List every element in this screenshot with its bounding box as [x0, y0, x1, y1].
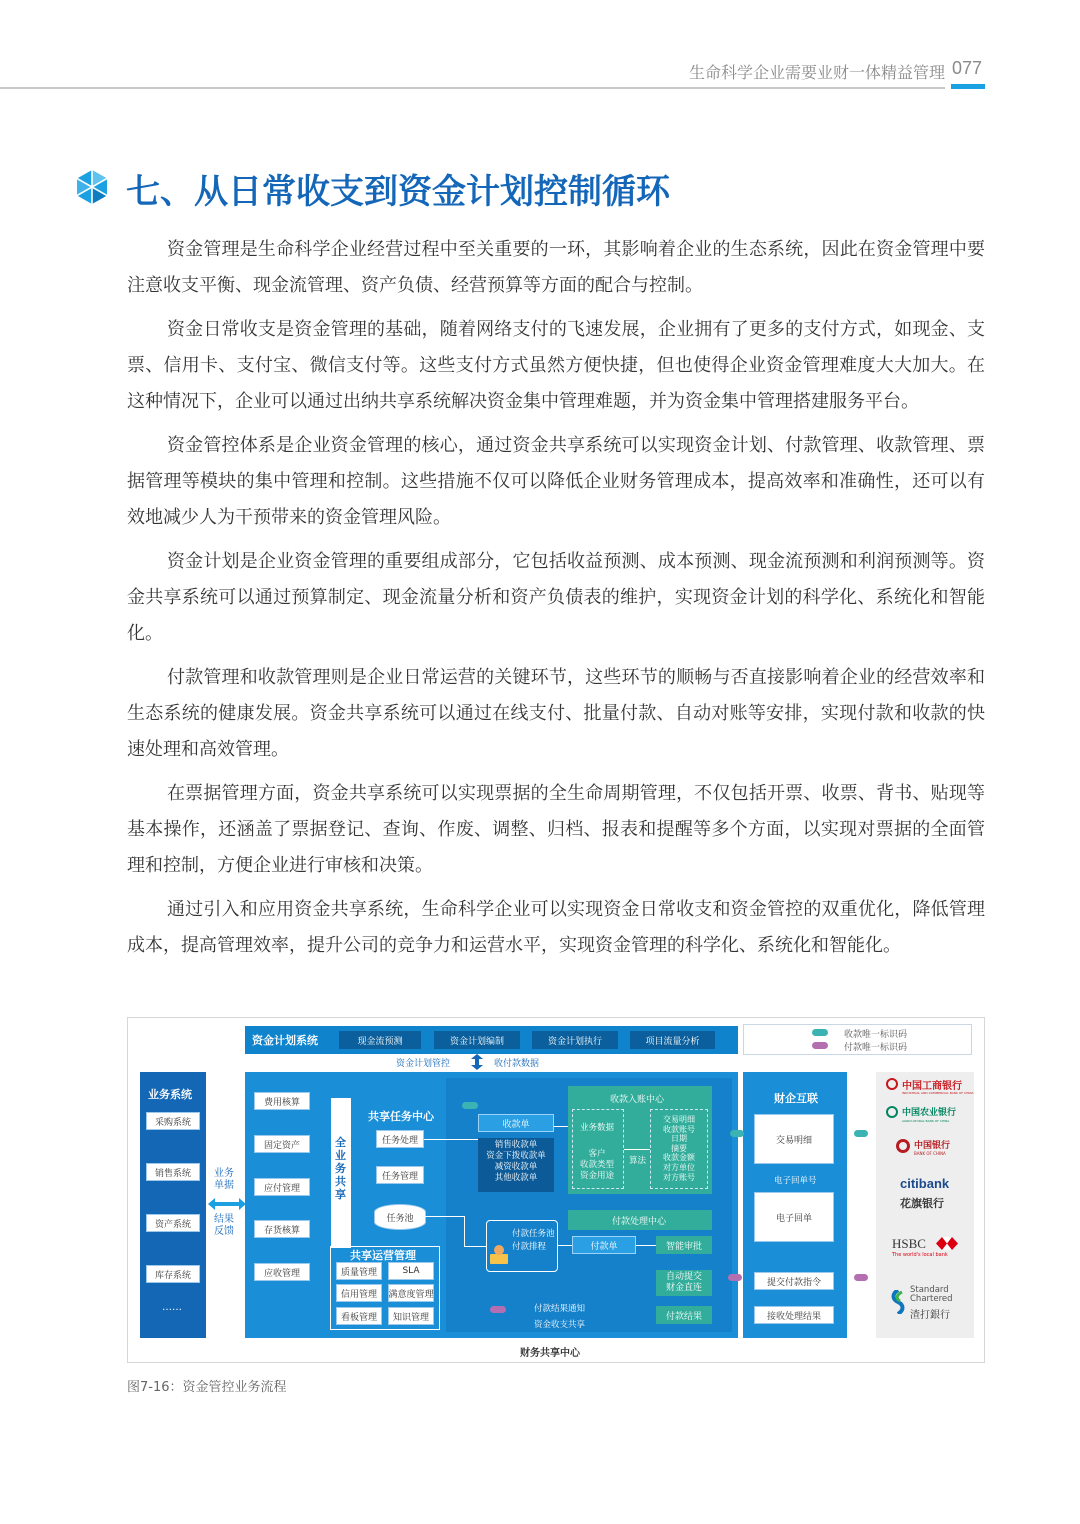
connector	[464, 1216, 465, 1246]
module-item: 应付管理	[254, 1178, 310, 1196]
connector	[558, 1245, 572, 1246]
bank-sub: The world's local bank	[892, 1252, 948, 1258]
bank-sub: 渣打銀行	[910, 1310, 950, 1321]
payment-id-marker	[812, 1042, 828, 1049]
ops-mgmt-item: 看板管理	[336, 1307, 382, 1325]
paragraph: 资金计划是企业资金管理的重要组成部分，它包括收益预测、成本预测、现金流预测和利润预测等。资金共享系统可以通过预算制定、现金流量分析和资产负债表的维护，实现资金计划的科学化、系统化和智能化。	[127, 551, 985, 644]
task-center-item: 任务管理	[376, 1166, 424, 1184]
result-feedback-label: 结果 反馈	[214, 1214, 234, 1237]
section-heading: 七、从日常收支到资金计划控制循环	[126, 172, 670, 212]
bidirectional-arrow-icon	[208, 1198, 246, 1210]
task-pool-cylinder: 任务池	[374, 1204, 426, 1230]
bank-name: citibank	[900, 1176, 950, 1191]
receipt-id-marker	[730, 1130, 744, 1137]
connector	[424, 1216, 464, 1217]
plan-item: 资金计划执行	[532, 1031, 618, 1049]
running-header-title: 生命科学企业需要业财一体精益管理	[688, 63, 945, 82]
paragraph: 在票据管理方面，资金共享系统可以实现票据的全生命周期管理，不仅包括开票、收票、背书、贴现等基本操作，还涵盖了票据登记、查询、作废、调整、归档、报表和提醒等多个方面，以实现对票据的全面管理和控制，方便企业进行审核和决策。	[127, 783, 985, 876]
receipt-id-marker	[462, 1102, 478, 1109]
boc-mark-icon	[896, 1139, 910, 1153]
bank-sub: INDUSTRIAL AND COMMERCIAL BANK OF CHINA	[902, 1091, 974, 1095]
payment-result: 付款结果	[656, 1306, 712, 1324]
task-center-title: 共享任务中心	[368, 1110, 434, 1123]
finance-bank-title: 财企互联	[774, 1092, 818, 1105]
ops-mgmt-item: SLA	[388, 1262, 434, 1280]
auto-submit: 自动提交 财金直连	[656, 1270, 712, 1296]
transaction-info: 交易明细 收款账号 日期 摘要 收款金额 对方单位 对方账号	[663, 1115, 695, 1182]
business-system-item: 库存系统	[146, 1265, 200, 1283]
connector	[464, 1246, 486, 1247]
bank-name: HSBC	[892, 1236, 926, 1251]
ops-mgmt-item: 满意度管理	[388, 1284, 434, 1302]
bank-name: 中国银行	[914, 1141, 951, 1151]
figure-caption: 图7-16：资金管控业务流程	[127, 1380, 287, 1395]
ops-mgmt-item: 知识管理	[388, 1307, 434, 1325]
paragraph: 付款管理和收款管理则是企业日常运营的关键环节，这些环节的顺畅与否直接影响着企业的经营效率和生态系统的健康发展。资金共享系统可以通过在线支付、批量付款、自动对账等安排，实现付款和收款的快速处理和高效管理。	[127, 667, 985, 760]
submit-payment: 提交付款指令	[754, 1272, 834, 1290]
header-rule	[0, 87, 945, 89]
bank-logo-sc	[890, 1284, 972, 1320]
hexagon-snowflake-icon	[77, 170, 107, 204]
plan-item: 现金流预测	[339, 1031, 421, 1049]
ops-mgmt-title: 共享运营管理	[350, 1249, 416, 1262]
business-system-item: ……	[162, 1302, 182, 1313]
legend-payment: 付款唯一标识码	[844, 1043, 908, 1053]
body-text	[127, 232, 985, 972]
bank-sub: AGRICULTURAL BANK OF CHINA	[902, 1119, 950, 1123]
payment-id-marker	[728, 1274, 742, 1281]
receipt-center-title: 收款入账中心	[610, 1095, 665, 1105]
payment-doc: 付款单	[572, 1236, 636, 1254]
user-computer-icon	[490, 1244, 508, 1264]
payment-center-title: 付款处理中心	[612, 1217, 667, 1227]
task-center-item: 任务处理	[376, 1130, 424, 1148]
module-item: 应收管理	[254, 1263, 310, 1281]
business-docs-label: 业务 单据	[214, 1168, 234, 1191]
plan-item: 项目流量分析	[630, 1031, 715, 1049]
bank-logo-icbc	[886, 1076, 974, 1104]
bank-name: 中国工商银行	[902, 1081, 962, 1092]
standard-chartered-icon	[890, 1290, 906, 1314]
receipt-doc: 收款单	[478, 1114, 554, 1132]
fssc-title: 财务共享中心	[520, 1348, 580, 1359]
connector	[636, 1245, 656, 1246]
bank-logo-hsbc	[892, 1236, 972, 1264]
bank-name: Standard Chartered	[910, 1285, 953, 1304]
business-system-item: 资产系统	[146, 1214, 200, 1232]
receive-result: 接收处理结果	[754, 1306, 834, 1324]
connector	[424, 1139, 478, 1140]
bank-name: 中国农业银行	[902, 1108, 957, 1118]
business-system-item: 采购系统	[146, 1112, 200, 1130]
ops-mgmt-item: 信用管理	[336, 1284, 382, 1302]
paragraph: 资金管理是生命科学企业经营过程中至关重要的一环，其影响着企业的生态系统，因此在资金管理中要注意收支平衡、现金流管理、资产负债、经营预算等方面的配合与控制。	[127, 239, 985, 296]
module-item: 固定资产	[254, 1135, 310, 1153]
page-number: 077	[952, 58, 983, 78]
paragraph: 通过引入和应用资金共享系统，生命科学企业可以实现资金日常收支和资金管控的双重优化，降低管理成本，提高管理效率，提升公司的竞争力和运营水平，实现资金管理的科学化、系统化和智能化。	[127, 899, 985, 956]
smart-approval: 智能审批	[656, 1236, 712, 1254]
icbc-mark-icon	[886, 1078, 898, 1090]
fund-control-flow-diagram	[127, 1017, 985, 1363]
abc-mark-icon	[886, 1106, 898, 1118]
bank-sub: 花旗银行	[900, 1197, 944, 1210]
double-arrow-icon	[471, 1054, 483, 1070]
connector	[624, 1149, 650, 1150]
payment-id-marker	[490, 1306, 506, 1313]
receipt-payment-data-label: 收付款数据	[494, 1059, 540, 1069]
bank-logo-citi	[898, 1176, 972, 1212]
fund-sharing-label: 资金收支共享	[534, 1320, 586, 1330]
connector	[554, 1126, 568, 1127]
receipt-id-marker	[854, 1130, 868, 1137]
paragraph: 资金日常收支是资金管理的基础，随着网络支付的飞速发展，企业拥有了更多的支付方式，如现金、支票、信用卡、支付宝、微信支付等。这些支付方式虽然方便快捷，但也使得企业资金管理难度大大加大。在这种情况下，企业可以通过出纳共享系统解决资金集中管理难题，并为资金集中管理搭建服务平台。	[127, 319, 985, 412]
receipt-doc-sources: 销售收款单 资金下拨收款单 减资收款单 其他收款单	[486, 1140, 546, 1183]
plan-item: 资金计划编制	[434, 1031, 520, 1049]
module-item: 存货核算	[254, 1220, 310, 1238]
paragraph: 资金管控体系是企业资金管理的核心，通过资金共享系统可以实现资金计划、付款管理、收款管理、票据管理等模块的集中管理和控制。这些措施不仅可以降低企业财务管理成本，提高效率和准确性，还可以有效地减少人为干预带来的资金管理风险。	[127, 435, 985, 528]
plan-system-title: 资金计划系统	[252, 1034, 318, 1047]
e-receipt: 电子回单	[754, 1192, 834, 1242]
module-item: 费用核算	[254, 1092, 310, 1110]
payment-id-marker	[854, 1274, 868, 1281]
receipt-id-marker	[812, 1029, 828, 1036]
bank-logo-boc	[896, 1136, 970, 1164]
algorithm-label: 算法	[629, 1156, 647, 1166]
payment-pool-label: 付款任务池 付款排程	[512, 1229, 555, 1252]
transaction-detail: 交易明细	[754, 1114, 834, 1164]
full-share-label: 全业务共享	[335, 1136, 346, 1201]
header-accent-bar	[951, 84, 985, 89]
legend-receipt: 收款唯一标识码	[844, 1030, 908, 1040]
payment-result-notice-label: 付款结果通知	[534, 1304, 586, 1314]
hsbc-hexagon-icon	[936, 1237, 958, 1250]
receipt-no-label: 电子回单号	[774, 1176, 817, 1186]
customer-info: 客户 收款类型 资金用途	[580, 1149, 615, 1181]
business-system-item: 销售系统	[146, 1163, 200, 1181]
business-data-label: 业务数据	[580, 1123, 615, 1133]
ops-mgmt-item: 质量管理	[336, 1262, 382, 1280]
bank-sub: BANK OF CHINA	[914, 1151, 946, 1156]
business-system-title: 业务系统	[148, 1088, 192, 1101]
plan-control-label: 资金计划管控	[396, 1059, 451, 1069]
bank-logo-abc	[886, 1104, 970, 1132]
